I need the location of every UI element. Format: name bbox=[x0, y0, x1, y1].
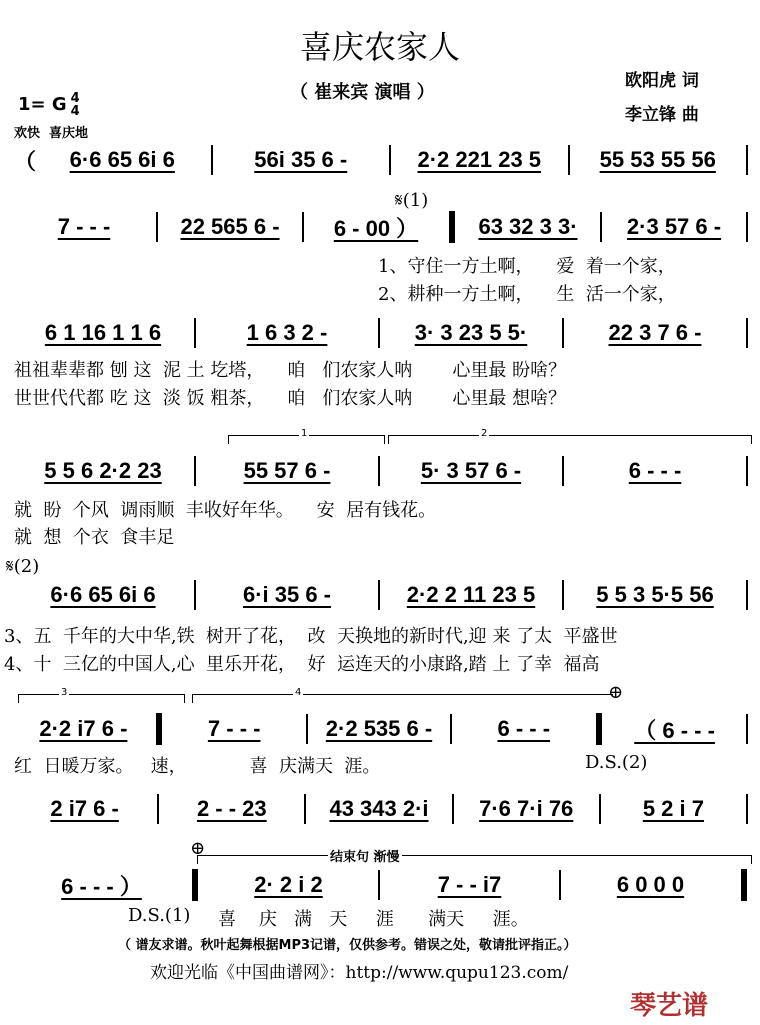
bar-line bbox=[741, 869, 747, 901]
website-link[interactable]: 欢迎光临《中国曲谱网》：http://www.qupu123.com/ bbox=[150, 963, 569, 983]
bar-line bbox=[746, 794, 748, 824]
lyric-verse2-a: 2、耕种一方土啊， 生 活一个家， bbox=[378, 284, 676, 305]
bar-line bbox=[746, 456, 748, 486]
staff-row bbox=[14, 454, 750, 488]
key: 1= G bbox=[18, 94, 67, 115]
staff-row bbox=[14, 143, 750, 177]
volta-3-label: 3 bbox=[61, 687, 68, 698]
bar-line bbox=[378, 456, 380, 486]
measure: 2·2 2 11 23 5 bbox=[406, 582, 536, 607]
measure: 43 343 2·i bbox=[329, 796, 429, 821]
measure: 2·2 535 6 - bbox=[325, 716, 433, 741]
lyric-verse1-b: 祖祖辈辈都 刨 这 泥 土 圪塔， 咱 们农家人呐 心里最 盼啥？ bbox=[14, 360, 567, 381]
segno-1: 𝄋(1) bbox=[395, 190, 429, 211]
measure: 3· 3 23 5 5· bbox=[414, 320, 528, 345]
bar-line bbox=[600, 212, 602, 242]
measure: 2·2 i7 6 - bbox=[39, 716, 128, 741]
staff-row bbox=[14, 792, 750, 826]
measure: 55 53 55 56 bbox=[599, 147, 716, 172]
bar-line bbox=[746, 580, 748, 610]
bar-line bbox=[304, 794, 306, 824]
key-signature bbox=[18, 92, 80, 118]
singer: （ 崔来宾 演唱 ） bbox=[290, 82, 435, 103]
bar-line bbox=[596, 713, 602, 745]
measure: 6 - - - ） bbox=[61, 873, 142, 899]
volta-2-label: 2 bbox=[481, 428, 488, 439]
measure: 5 5 3 5·5 56 bbox=[596, 582, 714, 607]
bar-line bbox=[192, 869, 198, 901]
coda-text: 结束句 渐慢 bbox=[328, 846, 402, 865]
measure: 6 1 16 1 1 6 bbox=[44, 320, 162, 345]
volta-4 bbox=[192, 687, 613, 703]
lyric-verse4: 4、十 三亿的中国人,心 里乐开花， 好 运连天的小康路,踏 上 了幸 福高 bbox=[4, 654, 600, 675]
bar-line bbox=[378, 318, 380, 348]
measure: 7 - - - bbox=[207, 716, 261, 741]
volta-1 bbox=[228, 428, 385, 444]
song-title: 喜庆农家人 bbox=[299, 28, 460, 66]
bar-line bbox=[194, 318, 196, 348]
bar-line bbox=[449, 211, 455, 243]
bar-line bbox=[306, 714, 308, 744]
coda-sign-2: ⊕ bbox=[190, 838, 206, 859]
lyric-verse1-a: 1、守住一方土啊， 爱 着一个家， bbox=[378, 256, 676, 277]
measure: 6 - - - bbox=[497, 716, 551, 741]
measure: 63 32 3 3· bbox=[478, 214, 578, 239]
measure: 22 565 6 - bbox=[180, 214, 280, 239]
staff-row bbox=[14, 712, 750, 746]
bar-line bbox=[156, 713, 162, 745]
staff-row bbox=[14, 868, 750, 902]
bar-line bbox=[378, 870, 380, 900]
measure: 7 - - - bbox=[57, 214, 111, 239]
bar-line bbox=[378, 580, 380, 610]
bar-line bbox=[568, 145, 570, 175]
ds-1: D.S.(1) bbox=[128, 905, 191, 926]
lyric-verse3: 3、五 千年的大中华,铁 树开了花， 改 天换地的新时代,迎 来 了太 平盛世 bbox=[4, 626, 618, 647]
lyric-verse2-c: 就 想 个衣 食丰足 bbox=[14, 527, 175, 548]
bar-line bbox=[194, 580, 196, 610]
measure: 5 5 6 2·2 23 bbox=[44, 458, 162, 483]
ds-2: D.S.(2) bbox=[585, 752, 648, 773]
bar-line bbox=[559, 870, 561, 900]
measure: 2·2 221 23 5 bbox=[417, 147, 542, 172]
segno-2: 𝄋(2) bbox=[6, 556, 40, 577]
bar-line bbox=[194, 456, 196, 486]
measure: 6 0 0 0 bbox=[616, 872, 685, 897]
measure: 7·6 7·i 76 bbox=[479, 796, 574, 821]
measure: 7 - - i7 bbox=[437, 872, 502, 897]
volta-3 bbox=[18, 687, 185, 703]
bar-line bbox=[746, 145, 748, 175]
staff-row bbox=[14, 578, 750, 612]
measure: 2· 2 i 2 bbox=[254, 872, 323, 897]
volta-1-label: 1 bbox=[301, 428, 308, 439]
footer-note: （ 谱友求谱。秋叶起舞根据MP3记谱，仅供参考。错误之处，敬请批评指正。） bbox=[118, 938, 577, 953]
bar-line bbox=[389, 145, 391, 175]
volta-4-label: 4 bbox=[295, 687, 302, 698]
measure: 6 - - - bbox=[628, 458, 682, 483]
measure: 6·i 35 6 - bbox=[242, 582, 332, 607]
staff-row bbox=[14, 316, 750, 350]
bar-line bbox=[211, 145, 213, 175]
measure: 56i 35 6 - bbox=[254, 147, 348, 172]
lyric-ending-a: 红 日暖万家。 速， 喜 庆满天 涯。 bbox=[14, 756, 381, 777]
bar-line bbox=[562, 580, 564, 610]
measure: 1 6 3 2 - bbox=[246, 320, 328, 345]
bar-line bbox=[746, 318, 748, 348]
bar-line bbox=[599, 794, 601, 824]
bar-line bbox=[746, 714, 748, 744]
row-start: （ bbox=[14, 148, 37, 174]
bar-line bbox=[302, 212, 304, 242]
lyric-verse1-c: 就 盼 个风 调雨顺 丰收好年华。 安 居有钱花。 bbox=[14, 500, 437, 521]
measure: 55 57 6 - bbox=[243, 458, 331, 483]
lyric-ending-b: 喜 庆 满 天 涯 满天 涯。 bbox=[218, 909, 529, 930]
bar-line bbox=[156, 212, 158, 242]
measure: 2 - - 23 bbox=[196, 796, 267, 821]
measure: 5· 3 57 6 - bbox=[420, 458, 522, 483]
bar-line bbox=[562, 456, 564, 486]
lyricist: 欧阳虎 词 bbox=[625, 71, 699, 91]
coda-bracket bbox=[197, 850, 752, 865]
measure: 22 3 7 6 - bbox=[608, 320, 702, 345]
bar-line bbox=[157, 794, 159, 824]
coda-sign: ⊕ bbox=[608, 682, 624, 703]
measure: 6 - 00 ） bbox=[333, 215, 419, 241]
lyric-verse2-b: 世世代代都 吃 这 淡 饭 粗茶， 咱 们农家人呐 心里最 想啥？ bbox=[14, 388, 567, 409]
measure: 6·6 65 6i 6 bbox=[50, 582, 156, 607]
measure: （ 6 - - - bbox=[634, 717, 715, 743]
bar-line bbox=[746, 212, 748, 242]
logo: 琴艺谱 bbox=[630, 991, 709, 1021]
composer: 李立锋 曲 bbox=[625, 105, 699, 125]
time-signature bbox=[71, 92, 80, 118]
tempo-marking: 欢快 喜庆地 bbox=[14, 126, 89, 141]
bar-line bbox=[450, 714, 452, 744]
time-bottom: 4 bbox=[70, 104, 80, 119]
measure: 6·6 65 6i 6 bbox=[69, 147, 175, 172]
bar-line bbox=[562, 318, 564, 348]
bar-line bbox=[452, 794, 454, 824]
volta-2 bbox=[388, 428, 752, 444]
measure: 5 2 i 7 bbox=[642, 796, 704, 821]
measure: 2·3 57 6 - bbox=[626, 214, 722, 239]
staff-row bbox=[14, 210, 750, 244]
time-top: 4 bbox=[70, 91, 80, 106]
measure: 2 i7 6 - bbox=[50, 796, 119, 821]
